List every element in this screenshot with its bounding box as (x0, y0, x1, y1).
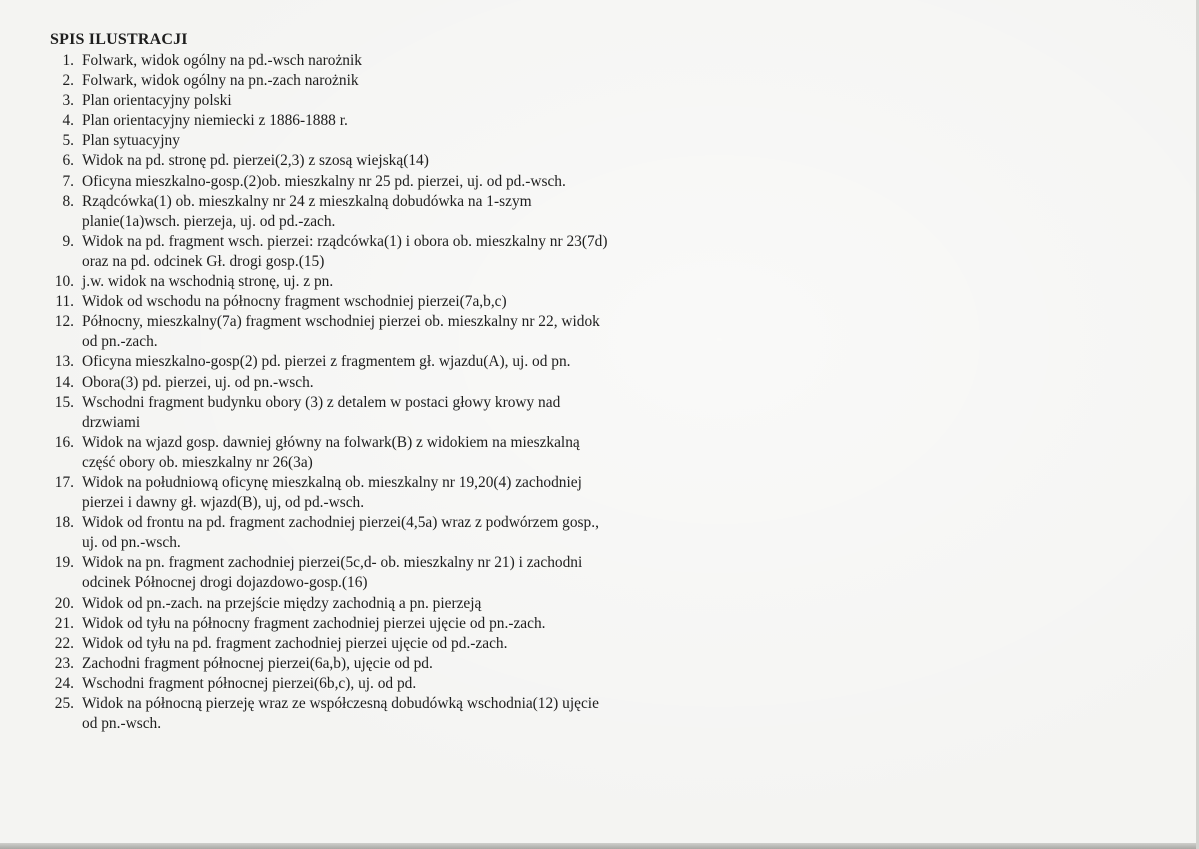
list-item-text: j.w. widok na wschodnią stronę, uj. z pn. (82, 273, 334, 291)
list-item-number: 15. (54, 393, 74, 411)
list-item-text: Widok od pn.-zach. na przejście między zachodnią a pn. pierzeją (82, 594, 482, 612)
list-item-number: 20. (54, 594, 74, 612)
list-item (26, 352, 616, 372)
list-item-text: Plan sytuacyjny (82, 132, 180, 150)
list-item-text: Widok od frontu na pd. fragment zachodniej pierzei(4,5a) wraz z podwórzem gosp., uj. od pn.-wsch. (82, 514, 599, 552)
illustration-list (26, 51, 616, 734)
list-item-number: 7. (62, 172, 74, 190)
list-item (26, 272, 616, 292)
list-item-text: Zachodni fragment północnej pierzei(6a,b), ujęcie od pd. (82, 654, 433, 672)
list-item (26, 71, 616, 91)
list-item-text: Widok na wjazd gosp. dawniej główny na folwark(B) z widokiem na mieszkalną część obory ob. mieszkalny nr 26(3a) (82, 433, 580, 471)
list-item-number: 2. (62, 72, 74, 90)
list-item-text: Obora(3) pd. pierzei, uj. od pn.-wsch. (82, 373, 314, 391)
list-item-number: 23. (54, 654, 74, 672)
list-item (26, 594, 616, 614)
list-item-number: 22. (54, 634, 74, 652)
list-item (26, 111, 616, 131)
list-item-number: 10. (54, 273, 74, 291)
list-item (26, 192, 616, 232)
list-item-text: Widok od tyłu na północny fragment zachodniej pierzei ujęcie od pn.-zach. (82, 614, 546, 632)
list-item (26, 553, 616, 593)
list-item-text: Plan orientacyjny polski (82, 92, 232, 110)
list-item (26, 232, 616, 272)
list-item-text: Widok na pn. fragment zachodniej pierzei(5c,d- ob. mieszkalny nr 21) i zachodni odcinek Północnej drogi dojazdowo-gosp.(16) (82, 554, 583, 592)
list-item-number: 16. (54, 433, 74, 451)
list-item-text: Plan orientacyjny niemiecki z 1886-1888 r. (82, 112, 348, 130)
list-item-text: Widok na północną pierzeję wraz ze współczesną dobudówką wschodnia(12) ujęcie od pn.-wsch. (82, 695, 599, 733)
list-item-number: 21. (54, 614, 74, 632)
list-item-text: Północny, mieszkalny(7a) fragment wschodniej pierzei ob. mieszkalny nr 22, widok od pn.-zach. (82, 313, 600, 351)
list-item-text: Widok na pd. fragment wsch. pierzei: rządcówka(1) i obora ob. mieszkalny nr 23(7d) oraz na pd. odcinek Gł. drogi gosp.(15) (82, 232, 608, 270)
list-item (26, 51, 616, 71)
list-item-text: Widok na pd. stronę pd. pierzei(2,3) z szosą wiejską(14) (82, 152, 429, 170)
list-item-number: 11. (55, 293, 74, 311)
list-item-text: Widok na południową oficynę mieszkalną ob. mieszkalny nr 19,20(4) zachodniej pierzei i dawny gł. wjazd(B), uj, od pd.-wsch. (82, 473, 582, 512)
list-item-number: 4. (62, 112, 74, 130)
list-item-text: Rządcówka(1) ob. mieszkalny nr 24 z mieszkalną dobudówka na 1-szym planie(1a)wsch. pierzeja, uj. od pd.-zach. (82, 192, 532, 230)
list-item (26, 513, 616, 553)
list-item-number: 9. (62, 232, 74, 250)
list-item-number: 17. (54, 473, 74, 491)
list-item-number: 8. (62, 192, 74, 210)
page-bottom-edge (0, 843, 1199, 849)
list-item (26, 312, 616, 352)
list-item-number: 18. (54, 514, 74, 532)
list-item-number: 5. (62, 132, 74, 150)
list-item (26, 172, 616, 192)
list-item (26, 654, 616, 674)
list-item-text: Widok od tyłu na pd. fragment zachodniej pierzei ujęcie od pd.-zach. (82, 634, 508, 652)
list-item-number: 12. (54, 313, 74, 331)
list-item-number: 14. (54, 373, 74, 391)
list-item-text: Wschodni fragment budynku obory (3) z detalem w postaci głowy krowy nad drzwiami (82, 393, 561, 431)
list-item-text: Wschodni fragment północnej pierzei(6b,c), uj. od pd. (82, 674, 417, 692)
list-item-number: 19. (54, 554, 74, 572)
list-item (26, 292, 616, 312)
list-item (26, 91, 616, 111)
list-item-number: 6. (62, 152, 74, 170)
list-item (26, 151, 616, 171)
list-item-number: 1. (62, 52, 74, 69)
list-item-number: 25. (54, 695, 74, 712)
list-item-text: Widok od wschodu na północny fragment wschodniej pierzei(7a,b,c) (82, 293, 507, 311)
list-item (26, 131, 616, 151)
list-item (26, 614, 616, 634)
list-item-number: 24. (54, 674, 74, 692)
list-item (26, 694, 616, 734)
list-item-text: Oficyna mieszkalno-gosp.(2)ob. mieszkalny nr 25 pd. pierzei, uj. od pd.-wsch. (82, 172, 566, 190)
list-item-text: Folwark, widok ogólny na pd.-wsch narożnik (82, 52, 362, 69)
list-item (26, 433, 616, 473)
list-item (26, 393, 616, 433)
list-item-number: 13. (54, 353, 74, 371)
list-item-text: Oficyna mieszkalno-gosp(2) pd. pierzei z fragmentem gł. wjazdu(A), uj. od pn. (82, 353, 571, 371)
list-item (26, 373, 616, 393)
list-item (26, 634, 616, 654)
list-item (26, 473, 616, 513)
list-item-text: Folwark, widok ogólny na pn.-zach narożnik (82, 72, 359, 90)
list-item-number: 3. (62, 92, 74, 110)
list-item (26, 674, 616, 694)
page-title: SPIS ILUSTRACJI (50, 31, 188, 48)
